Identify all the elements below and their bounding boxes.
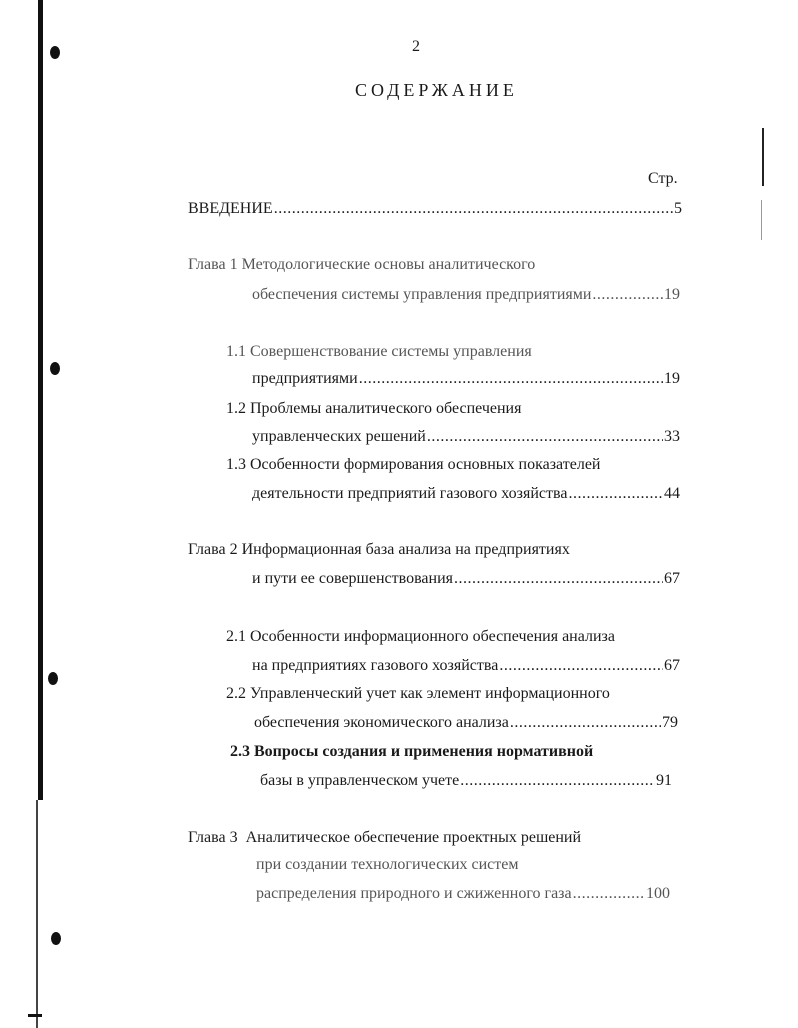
toc-leader-dots: [454, 567, 663, 591]
toc-entry-chapter-2-cont: и пути ее совершенствования ..... 67: [252, 567, 680, 591]
toc-entry-section-1-3[interactable]: 1.3 Особенности формирования основных показателей: [226, 456, 601, 473]
toc-entry-section-2-2[interactable]: 2.2 Управленческий учет как элемент информационного: [226, 685, 610, 702]
toc-entry-page: 67: [664, 570, 680, 587]
toc-entry-chapter-3-cont-2: распределения природного и сжиженного газа ..... 100: [256, 882, 670, 906]
toc-entry-section-1-3-cont: деятельности предприятий газового хозяйства ..... 44: [252, 482, 680, 506]
toc-entry-section-1-1[interactable]: 1.1 Совершенствование системы управления: [226, 343, 532, 360]
toc-entry-chapter-3[interactable]: Глава 3 Аналитическое обеспечение проектных решений: [188, 829, 582, 846]
toc-leader-dots: [573, 882, 645, 906]
toc-entry-title: Глава 1 Методологические основы аналитического: [188, 256, 536, 273]
page-column-label: Стр.: [648, 170, 678, 187]
toc-entry-section-1-1-cont: предприятиями ..... 19: [252, 367, 680, 391]
toc-entry-page: 5: [674, 200, 682, 217]
toc-entry-page: 91: [656, 772, 672, 789]
toc-leader-dots: [359, 367, 663, 391]
punch-hole: [50, 362, 60, 375]
punch-hole: [51, 932, 61, 945]
scan-edge-mark: [761, 200, 762, 240]
toc-entry-section-2-1[interactable]: 2.1 Особенности информационного обеспечения анализа: [226, 628, 615, 645]
punch-hole: [50, 46, 60, 59]
binding-edge-mark: [38, 0, 43, 800]
toc-entry-chapter-1-cont: обеспечения системы управления предприятиями ..... 19: [252, 283, 680, 307]
toc-leader-dots: [499, 654, 663, 678]
toc-leader-dots: [460, 769, 655, 793]
toc-leader-dots: [568, 482, 663, 506]
toc-entry-section-2-2-cont: обеспечения экономического анализа ..... 79: [254, 711, 678, 735]
toc-entry-title: ВВЕДЕНИЕ: [188, 200, 273, 217]
toc-entry-page: 100: [646, 885, 670, 902]
punch-hole: [48, 672, 58, 685]
page-number: 2: [412, 38, 420, 55]
toc-entry-page: 79: [662, 714, 678, 731]
binding-edge-mark-lower: [36, 800, 38, 1028]
toc-entry-chapter-3-cont: при создании технологических систем: [256, 856, 519, 873]
toc-entry-page: 67: [664, 657, 680, 674]
toc-entry-chapter-1[interactable]: [188, 253, 535, 277]
toc-entry-page: 33: [664, 428, 680, 445]
toc-entry-page: 19: [664, 286, 680, 303]
toc-leader-dots: [274, 197, 673, 221]
toc-entry-section-2-1-cont: на предприятиях газового хозяйства ..... 67: [252, 654, 680, 678]
toc-leader-dots: [510, 711, 661, 735]
toc-entry-section-1-2-cont: управленческих решений ..... 33: [252, 425, 680, 449]
toc-entry-section-2-3-cont: базы в управленческом учете ..... 91: [260, 769, 672, 793]
toc-leader-dots: [427, 425, 663, 449]
scan-edge-mark: [762, 128, 764, 186]
toc-entry-page: 44: [664, 485, 680, 502]
toc-entry-chapter-2[interactable]: Глава 2 Информационная база анализа на предприятиях: [188, 541, 570, 558]
page-title: СОДЕРЖАНИЕ: [355, 80, 518, 100]
corner-mark: [28, 1014, 42, 1017]
toc-entry-page: 19: [664, 370, 680, 387]
toc-leader-dots: [592, 283, 663, 307]
toc-entry-introduction[interactable]: [188, 197, 682, 221]
toc-entry-section-1-2[interactable]: 1.2 Проблемы аналитического обеспечения: [226, 400, 522, 417]
toc-entry-section-2-3[interactable]: 2.3 Вопросы создания и применения нормативной: [230, 743, 594, 760]
